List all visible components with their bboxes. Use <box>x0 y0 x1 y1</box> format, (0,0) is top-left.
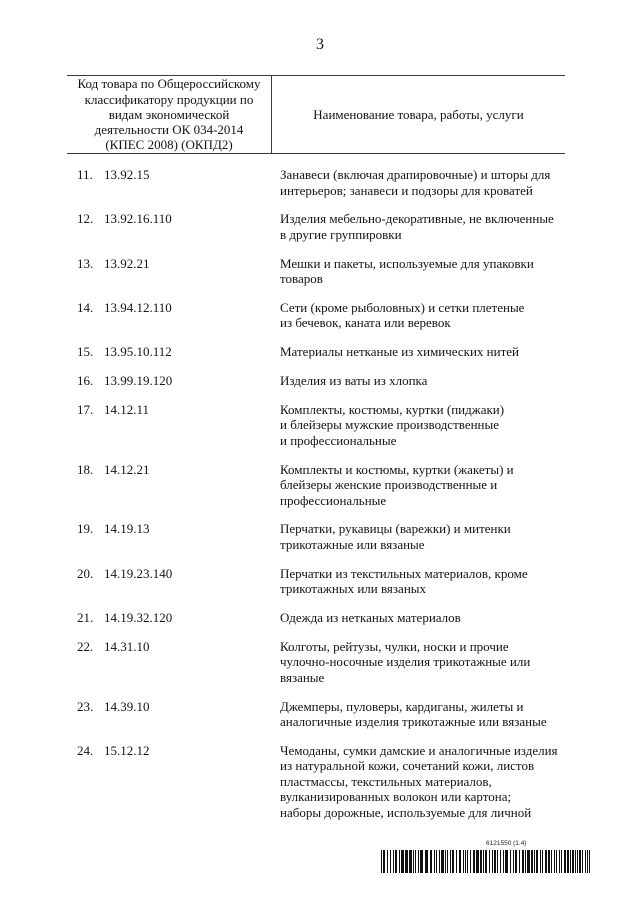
product-name <box>280 300 565 331</box>
barcode-bar <box>575 850 576 873</box>
header-code-line: деятельности ОК 034-2014 <box>94 122 244 138</box>
product-code: 15.12.12 <box>104 742 150 758</box>
product-name-line: вулканизированных волокон или картона; <box>280 789 512 805</box>
product-name-line: трикотажные или вязаные <box>280 536 425 552</box>
barcode-bar <box>556 850 557 873</box>
barcode-bar <box>587 850 588 873</box>
barcode-bar <box>456 850 457 873</box>
barcode-bar <box>559 850 560 873</box>
barcode-bar <box>527 850 530 873</box>
barcode-bar <box>585 850 586 873</box>
product-name <box>280 462 565 509</box>
row-number: 11. <box>77 167 93 182</box>
table-row <box>67 402 565 449</box>
table-header <box>67 75 565 154</box>
product-name-line: Изделия мебельно-декоративные, не включенные <box>280 211 554 227</box>
barcode-bar <box>525 850 526 873</box>
table-row <box>67 699 565 730</box>
barcode-bar <box>513 850 514 873</box>
header-code-line: видам экономической <box>108 106 230 122</box>
product-name-line: пластмассы, текстильных материалов, <box>280 773 492 789</box>
barcode-bar <box>567 850 569 873</box>
barcode-bar <box>582 850 583 873</box>
product-name-line: Одежда из нетканых материалов <box>280 609 461 625</box>
table-row <box>67 211 565 242</box>
barcode-bar <box>459 850 461 873</box>
header-code-line: классификатору продукции по <box>84 91 254 107</box>
row-number: 19. <box>77 521 94 537</box>
barcode-bar <box>480 850 482 873</box>
product-code: 13.95.10.112 <box>104 344 172 360</box>
table-row <box>67 462 565 509</box>
barcode-bar <box>500 850 501 873</box>
product-name-line: Джемперы, пуловеры, кардиганы, жилеты и <box>280 698 524 714</box>
product-name-line: Комплекты, костюмы, куртки (пиджаки) <box>280 401 505 417</box>
row-number: 13. <box>77 255 94 271</box>
barcode-bar <box>393 850 394 873</box>
barcode-bar <box>494 850 496 873</box>
product-code: 13.92.16.110 <box>104 211 172 227</box>
barcode-bar <box>522 850 524 873</box>
barcode-bar <box>589 850 590 873</box>
barcode-bar <box>476 850 479 873</box>
barcode-bar <box>383 850 385 873</box>
product-code: 14.12.11 <box>104 401 150 417</box>
product-name <box>280 167 565 198</box>
product-name <box>280 256 565 287</box>
product-name <box>280 610 565 626</box>
barcode-bar <box>551 850 552 873</box>
barcode-bar <box>531 850 533 873</box>
row-number: 24. <box>77 742 94 758</box>
product-name <box>280 639 565 686</box>
product-code: 13.94.12.110 <box>104 299 172 315</box>
product-name <box>280 344 565 360</box>
table-row <box>67 521 565 552</box>
product-code: 14.39.10 <box>104 698 150 714</box>
header-code-line: (КПЕС 2008) (ОКПД2) <box>105 137 233 153</box>
barcode-bar <box>413 850 414 873</box>
row-number: 15. <box>77 344 94 360</box>
barcode-bar <box>492 850 493 873</box>
product-name-line: Мешки и пакеты, используемые для упаковки <box>280 255 534 271</box>
barcode <box>381 850 591 873</box>
product-name-line: Сети (кроме рыболовных) и сетки плетеные <box>280 299 525 315</box>
barcode-bar <box>420 850 423 873</box>
product-name <box>280 402 565 449</box>
header-code-column <box>67 76 272 153</box>
product-code: 13.92.15 <box>104 167 150 182</box>
product-name-line: Чемоданы, сумки дамские и аналогичные изделия <box>280 742 558 758</box>
barcode-bar <box>390 850 391 873</box>
table-row <box>67 566 565 597</box>
header-code-line: Код товара по Общероссийскому <box>77 76 261 92</box>
barcode-bar <box>561 850 562 873</box>
barcode-bar <box>545 850 547 873</box>
table-row <box>67 610 565 626</box>
barcode-bar <box>470 850 471 873</box>
barcode-bar <box>505 850 508 873</box>
barcode-bar <box>503 850 504 873</box>
table-row <box>67 639 565 686</box>
barcode-bar <box>540 850 541 873</box>
table-row <box>67 256 565 287</box>
product-name-line: интерьеров; занавеси и подзоры для кроватей <box>280 182 533 198</box>
product-code: 14.19.23.140 <box>104 565 173 581</box>
barcode-bar <box>425 850 428 873</box>
table-row <box>67 373 565 389</box>
product-name-line: из бечевок, каната или веревок <box>280 315 451 331</box>
product-code: 14.19.32.120 <box>104 609 173 625</box>
barcode-bar <box>395 850 397 873</box>
row-number: 16. <box>77 372 94 388</box>
barcode-bar <box>465 850 466 873</box>
barcode-bar <box>439 850 440 873</box>
product-name <box>280 699 565 730</box>
barcode-bar <box>536 850 538 873</box>
product-name-line: и блейзеры мужские производственные <box>280 417 500 433</box>
row-number: 22. <box>77 638 94 654</box>
barcode-bar <box>418 850 419 873</box>
barcode-bar <box>387 850 388 873</box>
product-name-line: Изделия из ваты из хлопка <box>280 372 428 388</box>
barcode-bar <box>445 850 446 873</box>
product-name <box>280 373 565 389</box>
barcode-bar <box>534 850 535 873</box>
barcode-bar <box>497 850 498 873</box>
row-number: 20. <box>77 565 94 581</box>
barcode-bar <box>489 850 490 873</box>
product-name-line: наборы дорожные, используемые для личной <box>280 804 532 820</box>
product-name-line: профессиональные <box>280 492 387 508</box>
product-name-line: Перчатки из текстильных материалов, кроме <box>280 565 528 581</box>
barcode-bar <box>401 850 404 873</box>
product-code: 13.92.21 <box>104 255 150 271</box>
barcode-bar <box>548 850 550 873</box>
product-name-line: Колготы, рейтузы, чулки, носки и прочие <box>280 638 509 654</box>
barcode-bar <box>564 850 566 873</box>
header-name-column: Наименование товара, работы, услуги <box>313 106 524 122</box>
row-number: 14. <box>77 299 94 315</box>
barcode-bar <box>434 850 435 873</box>
product-name-line: в другие группировки <box>280 226 402 242</box>
barcode-bar <box>542 850 543 873</box>
barcode-bar <box>447 850 448 873</box>
product-name-line: аналогичные изделия трикотажные или вязаные <box>280 714 547 730</box>
barcode-bar <box>510 850 511 873</box>
table-row <box>67 344 565 360</box>
row-number: 21. <box>77 609 94 625</box>
barcode-bar <box>415 850 416 873</box>
product-name <box>280 566 565 597</box>
product-name-line: вязаные <box>280 669 325 685</box>
barcode-bar <box>452 850 454 873</box>
product-name-line: товаров <box>280 271 323 287</box>
product-name-line: Занавеси (включая драпировочные) и шторы для <box>280 167 551 182</box>
barcode-bar <box>577 850 578 873</box>
barcode-bar <box>473 850 475 873</box>
product-name-line: Перчатки, рукавицы (варежки) и митенки <box>280 521 511 537</box>
barcode-bar <box>572 850 574 873</box>
product-code: 14.31.10 <box>104 638 150 654</box>
product-name-line: трикотажных или вязаных <box>280 581 427 597</box>
table-row <box>67 167 565 198</box>
barcode-bar <box>450 850 451 873</box>
table-row <box>67 743 565 821</box>
product-name <box>280 521 565 552</box>
product-code: 14.19.13 <box>104 521 150 537</box>
barcode-bar <box>515 850 517 873</box>
product-name-line: чулочно-носочные изделия трикотажные или <box>280 654 531 670</box>
product-name <box>280 211 565 242</box>
barcode-bar <box>399 850 400 873</box>
barcode-bar <box>430 850 432 873</box>
barcode-bar <box>485 850 487 873</box>
product-name-line: Комплекты и костюмы, куртки (жакеты) и <box>280 461 514 477</box>
barcode-bar <box>436 850 437 873</box>
product-code: 13.99.19.120 <box>104 372 173 388</box>
barcode-number: 6121550 (1.4) <box>486 840 527 847</box>
product-code: 14.12.21 <box>104 461 150 477</box>
product-name-line: из натуральной кожи, сочетаний кожи, листов <box>280 758 535 774</box>
row-number: 23. <box>77 698 94 714</box>
row-number: 17. <box>77 401 94 417</box>
barcode-bar <box>409 850 412 873</box>
page-number: 3 <box>316 36 324 53</box>
barcode-bar <box>441 850 444 873</box>
product-name <box>280 743 565 821</box>
barcode-bar <box>463 850 464 873</box>
barcode-bar <box>483 850 484 873</box>
barcode-bar <box>570 850 571 873</box>
barcode-bar <box>579 850 581 873</box>
product-name-line: Материалы нетканые из химических нитей <box>280 344 519 360</box>
barcode-bar <box>381 850 382 873</box>
table-body <box>67 167 565 834</box>
barcode-bar <box>519 850 520 873</box>
barcode-bar <box>405 850 408 873</box>
barcode-bar <box>554 850 555 873</box>
row-number: 12. <box>77 211 94 227</box>
table-row <box>67 300 565 331</box>
row-number: 18. <box>77 461 94 477</box>
product-name-line: и профессиональные <box>280 432 397 448</box>
barcode-bar <box>467 850 468 873</box>
product-name-line: блейзеры женские производственные и <box>280 477 498 493</box>
